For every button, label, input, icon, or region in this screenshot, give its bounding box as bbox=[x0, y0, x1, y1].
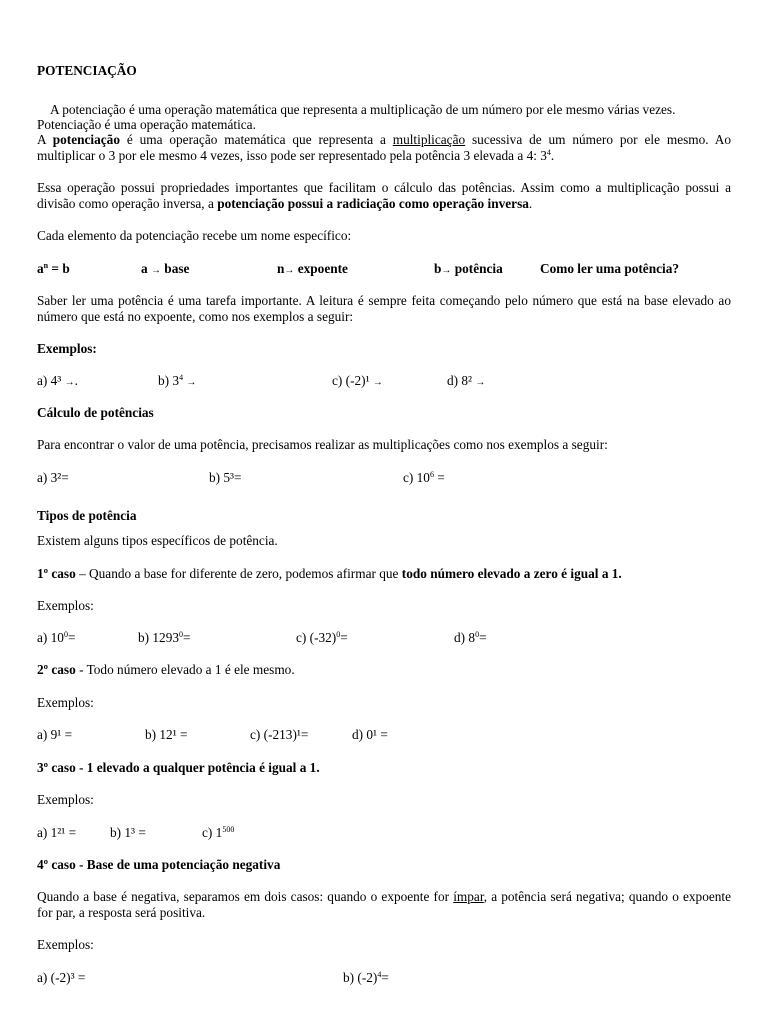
case-1-example-b: b) $1293^0=$ bbox=[138, 630, 191, 645]
element-exponent: n→ expoente bbox=[277, 261, 348, 276]
intro-line-1: A potenciação é uma operação matemática que representa a multiplicação de um número por ele mesmo várias vezes. bbox=[50, 102, 676, 117]
case-4-examples-label: Exemplos: bbox=[37, 937, 94, 952]
case-2-example-a: a) 9¹ = bbox=[37, 727, 73, 742]
case-4-example-a: a) (-2)³ = bbox=[37, 970, 86, 985]
case-3-example-c: c) $1^{500}$ bbox=[202, 825, 235, 840]
element-power-formula: $a^n = b$ bbox=[37, 261, 70, 276]
case-2-example-b: b) 12¹ = bbox=[145, 727, 188, 742]
arrow-right-icon: → bbox=[284, 265, 295, 276]
element-base: a → base bbox=[141, 261, 190, 276]
element-power: b→ potência bbox=[434, 261, 503, 276]
case-1-examples-label: Exemplos: bbox=[37, 598, 94, 613]
intro-line-2: Potenciação é uma operação matemática. bbox=[37, 117, 256, 132]
case-3-examples-label: Exemplos: bbox=[37, 792, 94, 807]
calc-example-c: c) $10^6$ = bbox=[403, 470, 445, 485]
intro-paragraph: A potenciação é uma operação matemática que representa a multiplicação sucessiva de um número por ele mesmo. Ao multiplicar o 3 por ele mesmo 4 vezes, isso pode ser representado pela potência 3 elevada a 4: $3^4$. bbox=[37, 132, 731, 163]
properties-paragraph: Essa operação possui propriedades importantes que facilitam o cálculo das potências. Assim como a multiplicação possui a divisão como operação inversa, a potenciação possui a radiciação como operação inversa. bbox=[37, 180, 731, 211]
examples-heading: Exemplos: bbox=[37, 341, 97, 356]
elements-intro: Cada elemento da potenciação recebe um nome específico: bbox=[37, 228, 352, 243]
case-4: 4º caso - Base de uma potenciação negativa bbox=[37, 857, 281, 872]
example-reading-a: a) 4³ →. bbox=[37, 373, 78, 388]
case-1: 1º caso – Quando a base for diferente de zero, podemos afirmar que todo número elevado a zero é igual a 1. bbox=[37, 566, 622, 581]
calculation-text: Para encontrar o valor de uma potência, precisamos realizar as multiplicações como nos exemplos a seguir: bbox=[37, 437, 608, 452]
case-1-example-c: c) $(-32)^0=$ bbox=[296, 630, 348, 645]
case-2-examples-label: Exemplos: bbox=[37, 695, 94, 710]
case-2: 2º caso - Todo número elevado a 1 é ele mesmo. bbox=[37, 662, 295, 677]
case-1-example-d: d) $8^0=$ bbox=[454, 630, 487, 645]
example-reading-b: b) $3^4$ → bbox=[158, 373, 197, 388]
case-3: 3º caso - 1 elevado a qualquer potência é igual a 1. bbox=[37, 760, 320, 775]
case-2-example-c: c) (-213)¹= bbox=[250, 727, 309, 742]
example-reading-d: d) 8² → bbox=[447, 373, 486, 388]
case-4-text: Quando a base é negativa, separamos em dois casos: quando o expoente for ímpar, a potência será negativa; quando o expoente for par, a resposta será positiva. bbox=[37, 889, 731, 920]
arrow-right-icon: → bbox=[64, 377, 75, 388]
case-3-example-a: a) 1²¹ = bbox=[37, 825, 77, 840]
page-title: POTENCIAÇÃO bbox=[37, 63, 137, 78]
case-4-example-b: b) $(-2)^4=$ bbox=[343, 970, 389, 985]
arrow-right-icon: → bbox=[372, 377, 383, 388]
reading-paragraph: Saber ler uma potência é uma tarefa importante. A leitura é sempre feita começando pelo número que está na base elevado ao número que está no expoente, como nos exemplos a seguir: bbox=[37, 293, 731, 324]
arrow-right-icon: → bbox=[150, 265, 161, 276]
how-to-read-heading: Como ler uma potência? bbox=[540, 261, 679, 276]
case-2-example-d: d) 0¹ = bbox=[352, 727, 388, 742]
arrow-right-icon: → bbox=[186, 377, 197, 388]
arrow-right-icon: → bbox=[475, 377, 486, 388]
calculation-heading: Cálculo de potências bbox=[37, 405, 154, 420]
calc-example-a: a) 3²= bbox=[37, 470, 69, 485]
case-1-example-a: a) $10^0=$ bbox=[37, 630, 76, 645]
arrow-right-icon: → bbox=[441, 265, 452, 276]
example-reading-c: c) (-2)¹ → bbox=[332, 373, 383, 388]
case-3-example-b: b) 1³ = bbox=[110, 825, 146, 840]
calc-example-b: b) 5³= bbox=[209, 470, 242, 485]
types-text: Existem alguns tipos específicos de potência. bbox=[37, 533, 278, 548]
types-heading: Tipos de potência bbox=[37, 508, 137, 523]
